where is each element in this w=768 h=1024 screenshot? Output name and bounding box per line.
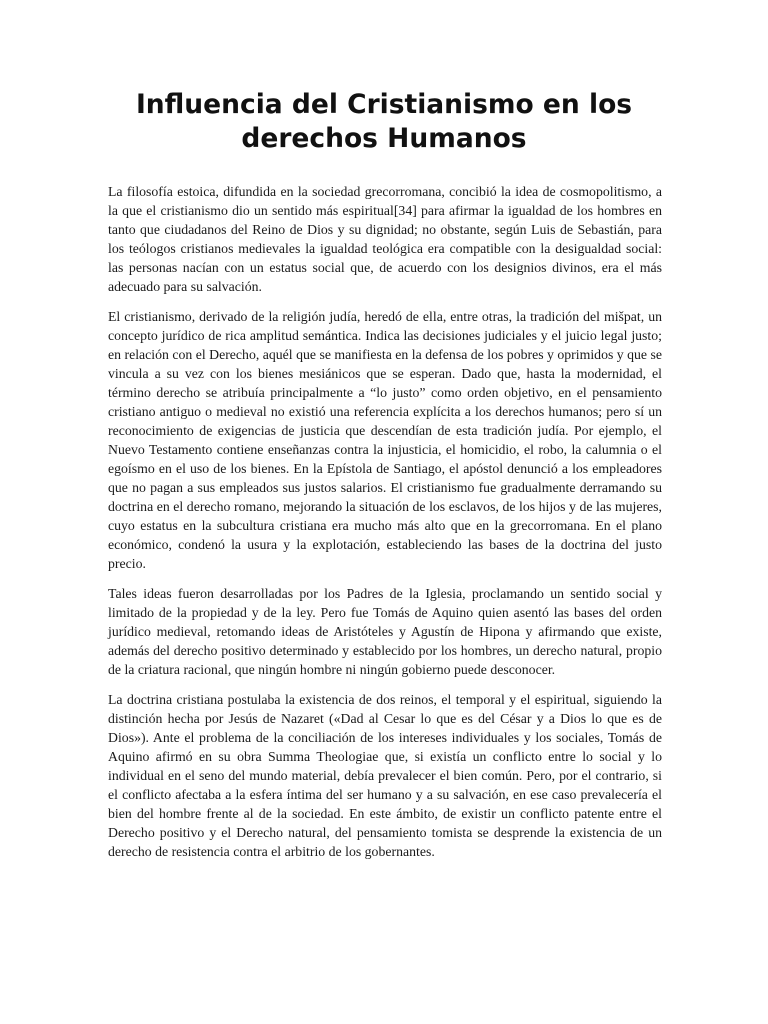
- title-line-2: derechos Humanos: [241, 123, 527, 154]
- paragraph-2: El cristianismo, derivado de la religión judía, heredó de ella, entre otras, la tradición del mišpat, un concepto jurídico de rica amplitud semántica. Indica las decisiones judiciales y el juicio legal justo; en relación con el Derecho, aquél que se manifiesta en la defensa de los pobres y oprimidos y que se vincula a su vez con los bienes mesiánicos que se esperan. Dado que, hasta la modernidad, el término derecho se atribuía principalmente a “lo justo” como orden objetivo, en el pensamiento cristiano antiguo o medieval no existió una referencia explícita a los derechos humanos; pero sí un reconocimiento de exigencias de justicia que descendían de esta tradición judía. Por ejemplo, el Nuevo Testamento contiene enseñanzas contra la injusticia, el homicidio, el robo, la calumnia o el egoísmo en el uso de los bienes. En la Epístola de Santiago, el apóstol denunció a los empleadores que no pagan a sus empleados sus justos salarios. El cristianismo fue gradualmente derramando su doctrina en el derecho romano, mejorando la situación de los esclavos, de los hijos y de las mujeres, cuyo estatus en la subcultura cristiana era mucho más alto que en la grecorromana. En el plano económico, condenó la usura y la explotación, estableciendo las bases de la doctrina del justo precio.: [108, 309, 662, 571]
- paragraph-3: Tales ideas fueron desarrolladas por los Padres de la Iglesia, proclamando un sentido social y limitado de la propiedad y de la ley. Pero fue Tomás de Aquino quien asentó las bases del orden jurídico medieval, retomando ideas de Aristóteles y Agustín de Hipona y afirmando que existe, además del derecho positivo determinado y establecido por los hombres, un derecho natural, propio de la criatura racional, que ningún hombre ni ningún gobierno puede desconocer.: [108, 586, 662, 677]
- page-title: [90, 88, 678, 156]
- paragraph-1: La filosofía estoica, difundida en la sociedad grecorromana, concibió la idea de cosmopolitismo, a la que el cristianismo dio un sentido más espiritual[34] para afirmar la igualdad de los hombres en tanto que ciudadanos del Reino de Dios y su dignidad; no obstante, según Luis de Sebastián, para los teólogos cristianos medievales la igualdad teológica era compatible con la desigualdad social: las personas nacían con un estatus social que, de acuerdo con los designios divinos, era el más adecuado para su salvación.: [108, 184, 662, 294]
- paragraph-4: La doctrina cristiana postulaba la existencia de dos reinos, el temporal y el espiritual, siguiendo la distinción hecha por Jesús de Nazaret («Dad al Cesar lo que es del César y a Dios lo que es de Dios»). Ante el problema de la conciliación de los intereses individuales y los sociales, Tomás de Aquino afirmó en su obra Summa Theologiae que, si existía un conflicto entre lo social y lo individual en el seno del mundo material, debía prevalecer el bien común. Pero, por el contrario, si el conflicto afectaba a la esfera íntima del ser humano y a su salvación, en ese caso prevalecería el bien del hombre frente al de la sociedad. En este ámbito, de existir un conflicto patente entre el Derecho positivo y el Derecho natural, del pensamiento tomista se desprende la existencia de un derecho de resistencia contra el arbitrio de los gobernantes.: [108, 692, 662, 859]
- title-line-1: Influencia del Cristianismo en los: [135, 89, 633, 120]
- document-body: [108, 182, 662, 872]
